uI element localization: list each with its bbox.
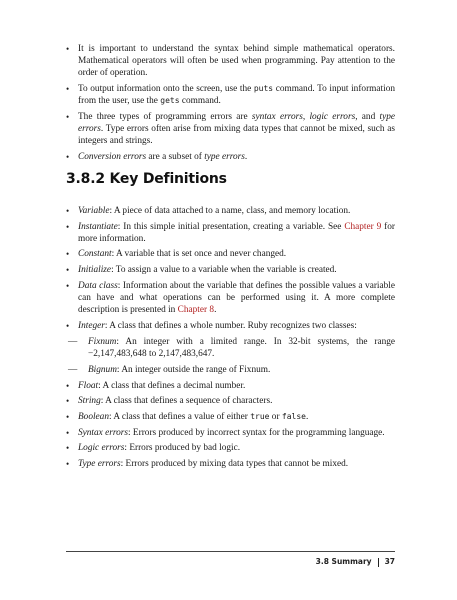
footer-separator	[378, 558, 379, 567]
definition-item	[66, 221, 395, 245]
page-footer	[316, 557, 395, 567]
definition-item	[66, 248, 395, 260]
text-run: : A variable that is set once and never changed.	[111, 249, 287, 260]
definition-item	[66, 427, 395, 439]
term: Type errors	[78, 458, 121, 469]
term: Boolean	[78, 411, 109, 422]
text-run: : Information about the variable that defines the possible values a variable can have and what operations can be performed using it. A more complete description is presented in	[78, 280, 395, 315]
text-run: It is important to understand the syntax behind simple mathematical operators. Mathematical operators will often be used when programming. Pay attention to the order of operation.	[78, 44, 395, 79]
definitions-list	[66, 205, 395, 473]
term: Variable	[78, 206, 110, 216]
definition-item	[66, 395, 395, 407]
code-keyword: gets	[160, 96, 180, 106]
text-run: : Errors produced by incorrect syntax for the programming language.	[128, 427, 385, 438]
text-run: . Type errors often arise from mixing data types that cannot be mixed, such as integers and strings.	[78, 124, 395, 147]
text-run: : A class that defines a decimal number.	[98, 380, 246, 391]
term: Float	[78, 380, 99, 391]
text-run: .	[244, 151, 248, 162]
definition-item	[66, 458, 395, 470]
text-run: : A class that defines a whole number. Ruby recognizes two classes:	[104, 320, 357, 331]
definition-item	[66, 280, 395, 317]
text-run: command.	[179, 96, 221, 107]
code-keyword: false	[281, 411, 306, 421]
text-run: : Errors produced by bad logic.	[124, 443, 241, 454]
code-keyword: puts	[253, 84, 274, 93]
definition-item	[66, 320, 395, 377]
term: Conversion errors	[78, 151, 147, 162]
text-run: To output information onto the screen, use the	[78, 84, 254, 94]
footer-rule	[66, 551, 395, 552]
term: Syntax errors	[78, 427, 129, 438]
term: Fixnum	[88, 336, 117, 347]
text-run: for more information.	[78, 221, 395, 244]
section-heading: 3.8.2 Key Definitions	[66, 171, 227, 187]
text-run: : To assign a value to a variable when the variable is created.	[111, 264, 337, 275]
text-run: : A piece of data attached to a name, class, and memory location.	[109, 206, 351, 216]
text-run: .	[214, 304, 217, 315]
term: Initialize	[78, 264, 112, 275]
term: String	[78, 396, 101, 407]
text-run: are a subset of	[146, 151, 205, 162]
chapter-link[interactable]: Chapter 8	[177, 304, 215, 315]
code-keyword: true	[250, 411, 270, 421]
summary-bullet	[66, 111, 395, 148]
text-run: : An integer with a limited range. In 32-bit systems, the range −2,147,483,648 to 2,147,483,647.	[88, 336, 395, 359]
term: logic errors	[309, 111, 356, 122]
sub-definition	[78, 336, 395, 360]
definition-item	[66, 442, 395, 454]
definition-item	[66, 205, 395, 217]
term: type errors	[78, 111, 395, 134]
footer-section-label: 3.8 Summary	[315, 557, 372, 566]
term: Integer	[78, 320, 105, 331]
term: type errors	[204, 151, 245, 162]
text-run: : In this simple initial presentation, creating a variable. See	[117, 221, 345, 232]
text-run: command. To input information from the user, use the	[78, 84, 395, 107]
chapter-link[interactable]: Chapter 9	[344, 221, 382, 232]
summary-bullet	[66, 83, 395, 107]
text-run: : An integer outside the range of Fixnum.	[116, 365, 271, 376]
summary-bullet-list	[66, 43, 395, 166]
definition-item	[66, 380, 395, 392]
text-run: The three types of programming errors are	[78, 111, 252, 122]
definition-item	[66, 411, 395, 423]
term: Logic errors	[78, 443, 125, 454]
text-run: , and	[355, 111, 380, 122]
term: Instantiate	[78, 221, 118, 232]
sub-definition	[78, 364, 395, 376]
term: syntax errors	[251, 111, 303, 122]
term: Constant	[78, 249, 112, 260]
summary-bullet	[66, 151, 395, 163]
text-run: .	[305, 411, 309, 422]
term: Data class	[78, 280, 118, 291]
text-run: or	[269, 411, 282, 422]
text-run: ,	[302, 111, 310, 122]
definition-item	[66, 264, 395, 276]
page-number: 37	[384, 557, 395, 566]
term: Bignum	[88, 365, 117, 376]
text-run: : A class that defines a value of either	[108, 411, 251, 422]
summary-bullet	[66, 43, 395, 80]
text-run: : Errors produced by mixing data types that cannot be mixed.	[120, 458, 349, 469]
text-run: : A class that defines a sequence of characters.	[100, 396, 273, 407]
